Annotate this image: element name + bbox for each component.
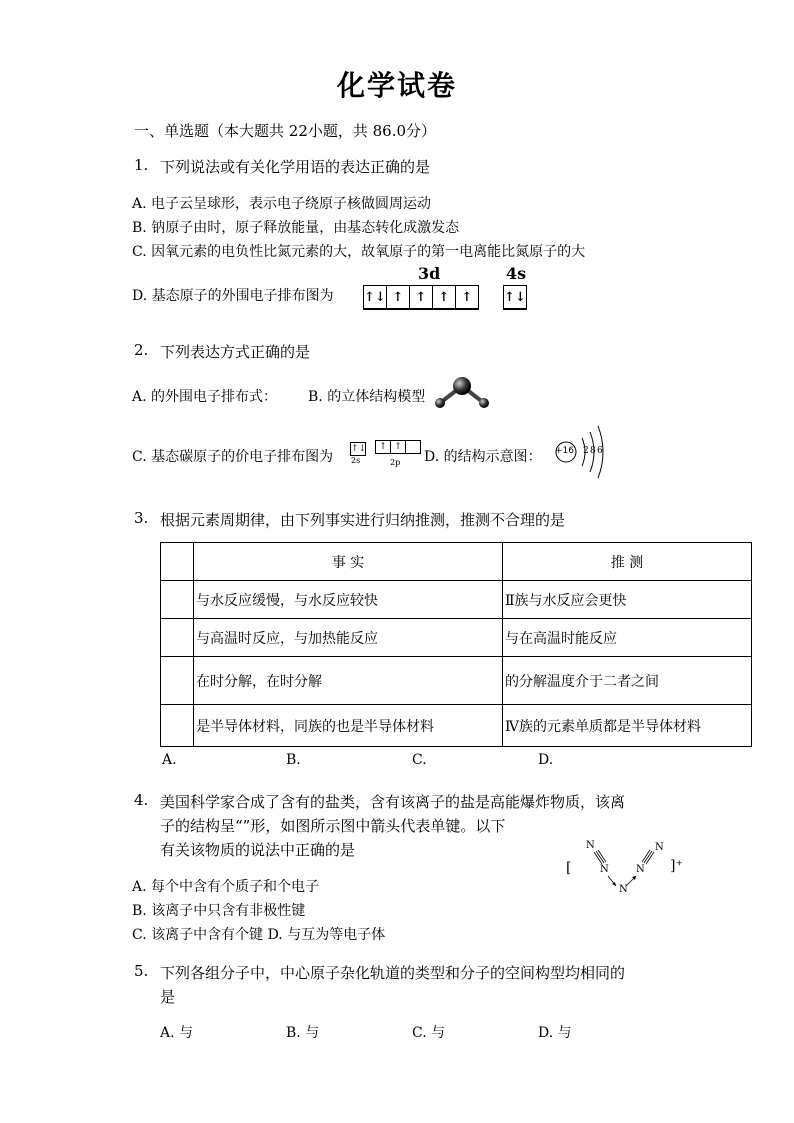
q4-atom-n1: N (586, 840, 595, 851)
table-cell: 与在高温时能反应 (503, 619, 752, 657)
q4-atom-n4: N (636, 864, 645, 875)
q2-option-d: D. 的结构示意图： (424, 449, 542, 465)
q2-label-2s: 2s (351, 456, 361, 465)
q5-number: 5. (134, 962, 149, 980)
q1-number: 1. (134, 156, 149, 174)
q5-option-c: C. 与 (412, 1025, 446, 1041)
table-cell: 在时分解，在时分解 (194, 657, 503, 705)
q5-stem-line2: 是 (160, 988, 176, 1006)
q4-stem-line1: 美国科学家合成了含有的盐类，含有该离子的盐是高能爆炸物质，该离 (160, 793, 626, 811)
q4-option-b: B. 该离子中只含有非极性键 (132, 903, 306, 919)
q2-nucleus-label: +16 (555, 446, 574, 456)
table-cell (161, 705, 194, 747)
q2-orbital-2p (375, 440, 421, 454)
table-cell: 的分解温度介于二者之间 (503, 657, 752, 705)
q3-option-c: C. (412, 752, 427, 768)
q3-option-a: A. (162, 752, 177, 768)
orbital-cell: ↑ (391, 441, 406, 453)
q4-stem-line2: 子的结构呈“”形，如图所示图中箭头代表单键。以下 (160, 817, 506, 835)
q3-stem: 根据元素周期律，由下列事实进行归纳推测，推测不合理的是 (160, 511, 566, 529)
q3-facts-table (160, 542, 752, 747)
table-row (161, 705, 752, 747)
orbital-cell: ↑↓ (504, 289, 526, 305)
q4-bracket-left: [ (566, 860, 572, 876)
q3-number: 3. (134, 509, 149, 527)
q4-option-a: A. 每个中含有个质子和个电子 (132, 879, 320, 895)
table-cell: 是半导体材料，同族的也是半导体材料 (194, 705, 503, 747)
q1-label-3d: 3d (418, 264, 441, 283)
table-header-inference: 推 测 (503, 543, 752, 581)
q1-option-a: A. 电子云呈球形，表示电子绕原子核做圆周运动 (132, 196, 432, 212)
q2-option-c: C. 基态碳原子的价电子排布图为 (132, 449, 334, 465)
q2-shell-3: 6 (597, 446, 603, 456)
q4-number: 4. (134, 791, 149, 809)
q2-option-a: A. 的外围电子排布式： (132, 389, 278, 405)
q1-orbital-3d (363, 285, 479, 310)
q2-molecule-model-icon (432, 374, 492, 410)
q4-option-c: C. 该离子中含有个键 D. 与互为等电子体 (132, 927, 386, 943)
table-cell (161, 543, 194, 581)
page-title: 化学试卷 (336, 69, 457, 102)
table-cell (161, 657, 194, 705)
q3-option-d: D. (538, 752, 554, 768)
q3-option-b: B. (286, 752, 301, 768)
table-header-row (161, 543, 752, 581)
q2-orbital-2s: ↑↓ (351, 444, 367, 454)
q2-label-2p: 2p (390, 458, 401, 467)
section-header: 一、单选题（本大题共 22小题，共 86.0分） (134, 122, 437, 140)
q4-atom-n5: N (655, 842, 664, 853)
q4-atom-n3: N (619, 884, 628, 895)
orbital-cell: ↑ (410, 286, 433, 308)
q4-stem-line3: 有关该物质的说法中正确的是 (160, 841, 356, 859)
q4-bracket-right: ]⁺ (670, 858, 683, 874)
table-cell: 与水反应缓慢，与水反应较快 (194, 581, 503, 619)
orbital-cell: ↑ (461, 289, 473, 305)
orbital-cell: ↑ (433, 286, 456, 308)
orbital-cell: ↑ (387, 286, 410, 308)
q5-option-d: D. 与 (538, 1025, 572, 1041)
orbital-cell: ↑↓ (364, 286, 387, 308)
table-cell (161, 581, 194, 619)
q1-option-d: D. 基态原子的外围电子排布图为 (132, 288, 334, 304)
q2-number: 2. (134, 341, 149, 359)
q2-shell-2: 8 (590, 446, 596, 456)
table-row (161, 657, 752, 705)
q2-option-b: B. 的立体结构模型 (308, 389, 426, 405)
orbital-cell (406, 441, 420, 453)
q1-option-c: C. 因氧元素的电负性比氮元素的大，故氧原子的第一电离能比氮原子的大 (132, 244, 586, 260)
q2-stem: 下列表达方式正确的是 (160, 343, 311, 361)
table-cell: Ⅱ族与水反应会更快 (503, 581, 752, 619)
orbital-cell: ↑ (376, 441, 391, 453)
table-cell: Ⅳ族的元素单质都是半导体材料 (503, 705, 752, 747)
table-row (161, 619, 752, 657)
q1-stem: 下列说法或有关化学用语的表达正确的是 (160, 158, 431, 176)
q2-shell-1: 2 (583, 446, 589, 456)
q1-option-b: B. 钠原子由时，原子释放能量，由基态转化成激发态 (132, 220, 460, 236)
q5-option-b: B. 与 (286, 1025, 320, 1041)
table-header-fact: 事 实 (194, 543, 503, 581)
q4-atom-n2: N (600, 864, 609, 875)
q1-orbital-4s (503, 285, 527, 310)
table-row (161, 581, 752, 619)
q5-option-a: A. 与 (160, 1025, 194, 1041)
q1-label-4s: 4s (506, 264, 527, 283)
table-cell (161, 619, 194, 657)
q5-stem-line1: 下列各组分子中，中心原子杂化轨道的类型和分子的空间构型均相同的 (160, 964, 626, 982)
table-cell: 与高温时反应，与加热能反应 (194, 619, 503, 657)
